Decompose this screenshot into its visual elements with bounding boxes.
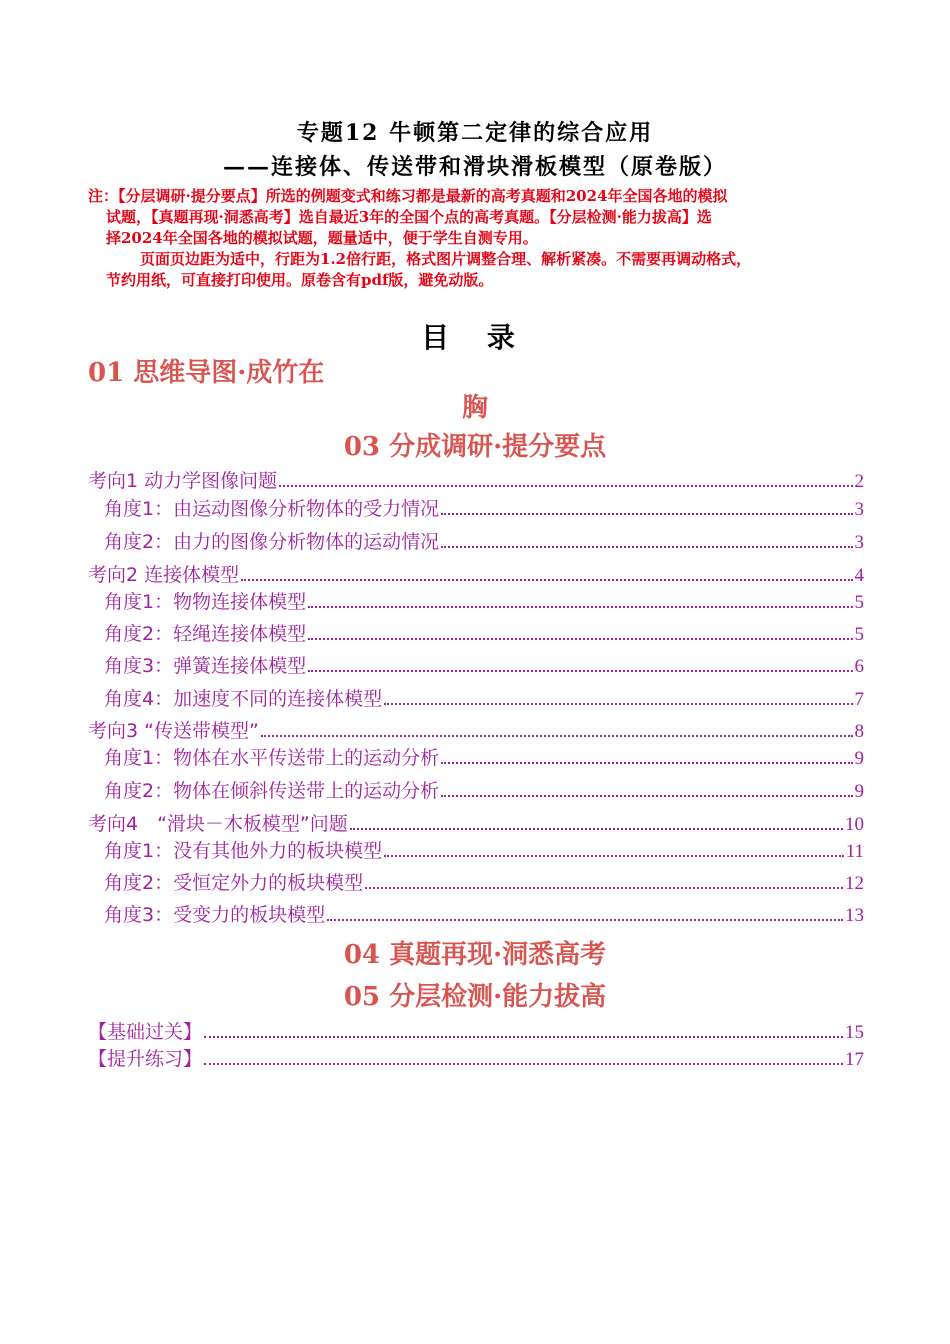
- toc-leader-dots: [384, 702, 852, 705]
- toc-entry[interactable]: [104, 620, 864, 646]
- toc-leader-dots: [441, 545, 852, 548]
- note-line5: 节约用纸，可直接打印使用。原卷含有pdf版，避免动版。: [106, 271, 494, 289]
- toc-entry-label: 角度1：物体在水平传送带上的运动分析: [104, 747, 440, 769]
- toc-section-03[interactable]: 03 分成调研·提分要点: [343, 432, 607, 462]
- toc-entry[interactable]: [104, 588, 864, 614]
- note-line3: 择2024年全国各地的模拟试题，题量适中，便于学生自测专用。: [106, 229, 538, 247]
- toc-entry-page: 3: [854, 499, 864, 520]
- toc-entry-page: 10: [845, 814, 864, 835]
- toc-entry-page: 8: [854, 721, 864, 742]
- toc-entry-page: 13: [845, 905, 864, 926]
- doc-title-line2: ——连接体、传送带和滑块滑板模型（原卷版）: [222, 154, 727, 180]
- toc-entry[interactable]: [88, 561, 864, 587]
- toc-entry[interactable]: [88, 717, 864, 743]
- toc-entry[interactable]: [104, 685, 864, 711]
- toc-leader-dots: [308, 605, 852, 608]
- toc-section-04[interactable]: 04 真题再现·洞悉高考: [343, 940, 607, 970]
- toc-entry[interactable]: [104, 495, 864, 521]
- note-line2: 试题，【真题再现·洞悉高考】选自最近3年的全国个点的高考真题。【分层检测·能力拔高】选: [106, 208, 712, 226]
- toc-leader-dots: [241, 578, 852, 581]
- toc-entry-label: 考向2 连接体模型: [88, 564, 240, 586]
- toc-entry-label: 角度2：由力的图像分析物体的运动情况: [104, 531, 440, 553]
- toc-leader-dots: [441, 512, 852, 515]
- note-line4: 页面页边距为适中，行距为1.2倍行距，格式图片调整合理、解析紧凑。不需要再调动格式，: [140, 250, 752, 268]
- toc-entry-page: 17: [845, 1049, 864, 1070]
- toc-entry[interactable]: [104, 777, 864, 803]
- toc-entry-page: 5: [854, 624, 864, 645]
- toc-entry[interactable]: [104, 528, 864, 554]
- doc-title-line1: 专题12 牛顿第二定律的综合应用: [296, 120, 654, 146]
- toc-entry[interactable]: [104, 869, 864, 895]
- toc-entry[interactable]: [88, 467, 864, 493]
- toc-leader-dots: [441, 761, 852, 764]
- toc-leader-dots: [308, 637, 852, 640]
- toc-entry-page: 2: [854, 471, 864, 492]
- toc-entry[interactable]: [88, 1045, 864, 1071]
- toc-leader-dots: [308, 669, 852, 672]
- toc-entry-label: 【基础过关】: [88, 1021, 203, 1043]
- toc-entry-page: 9: [854, 781, 864, 802]
- toc-entry-label: 角度4：加速度不同的连接体模型: [104, 688, 383, 710]
- toc-entry-label: 角度1：没有其他外力的板块模型: [104, 840, 383, 862]
- toc-leader-dots: [350, 827, 843, 830]
- toc-entry[interactable]: [88, 810, 864, 836]
- toc-leader-dots: [261, 734, 853, 737]
- toc-entry-page: 3: [854, 532, 864, 553]
- toc-entry-page: 7: [854, 689, 864, 710]
- toc-leader-dots: [384, 854, 844, 857]
- toc-section-05[interactable]: 05 分层检测·能力拔高: [343, 982, 607, 1012]
- toc-leader-dots: [327, 918, 843, 921]
- toc-leader-dots: [279, 484, 852, 487]
- toc-entry-label: 角度3：弹簧连接体模型: [104, 655, 307, 677]
- toc-entry-page: 15: [845, 1022, 864, 1043]
- note-line1: 注：【分层调研·提分要点】所选的例题变式和练习都是最新的高考真题和2024年全国各地的模拟: [88, 187, 728, 205]
- toc-entry-label: 【提升练习】: [88, 1048, 203, 1070]
- toc-entry-page: 6: [854, 656, 864, 677]
- toc-section-01-cont[interactable]: 胸: [461, 393, 488, 423]
- note-block: [88, 186, 866, 291]
- toc-entry[interactable]: [104, 744, 864, 770]
- toc-entry-label: 角度2：受恒定外力的板块模型: [104, 872, 364, 894]
- toc-entry-label: 考向3 “传送带模型”: [88, 720, 259, 742]
- toc-leader-dots: [441, 794, 852, 797]
- toc-heading: 目 录: [421, 321, 529, 354]
- toc-section-01[interactable]: 01 思维导图·成竹在: [88, 358, 325, 388]
- toc-leader-dots: [204, 1035, 843, 1038]
- toc-entry[interactable]: [104, 837, 864, 863]
- toc-entry-label: 角度2：轻绳连接体模型: [104, 623, 307, 645]
- toc-entry-page: 12: [845, 873, 864, 894]
- toc-entry[interactable]: [104, 901, 864, 927]
- toc-entry-label: 考向1 动力学图像问题: [88, 470, 278, 492]
- toc-entry-page: 4: [854, 565, 864, 586]
- toc-leader-dots: [365, 886, 843, 889]
- toc-entry-label: 考向4 “滑块－木板模型”问题: [88, 813, 348, 835]
- toc-entry-page: 5: [854, 592, 864, 613]
- toc-entry-page: 9: [854, 748, 864, 769]
- toc-entry[interactable]: [104, 652, 864, 678]
- toc-entry-page: 11: [845, 841, 864, 862]
- toc-entry-label: 角度3：受变力的板块模型: [104, 904, 326, 926]
- toc-entry-label: 角度1：由运动图像分析物体的受力情况: [104, 498, 440, 520]
- toc-entry[interactable]: [88, 1018, 864, 1044]
- toc-entry-label: 角度1：物物连接体模型: [104, 591, 307, 613]
- toc-leader-dots: [204, 1062, 843, 1065]
- toc-entry-label: 角度2：物体在倾斜传送带上的运动分析: [104, 780, 440, 802]
